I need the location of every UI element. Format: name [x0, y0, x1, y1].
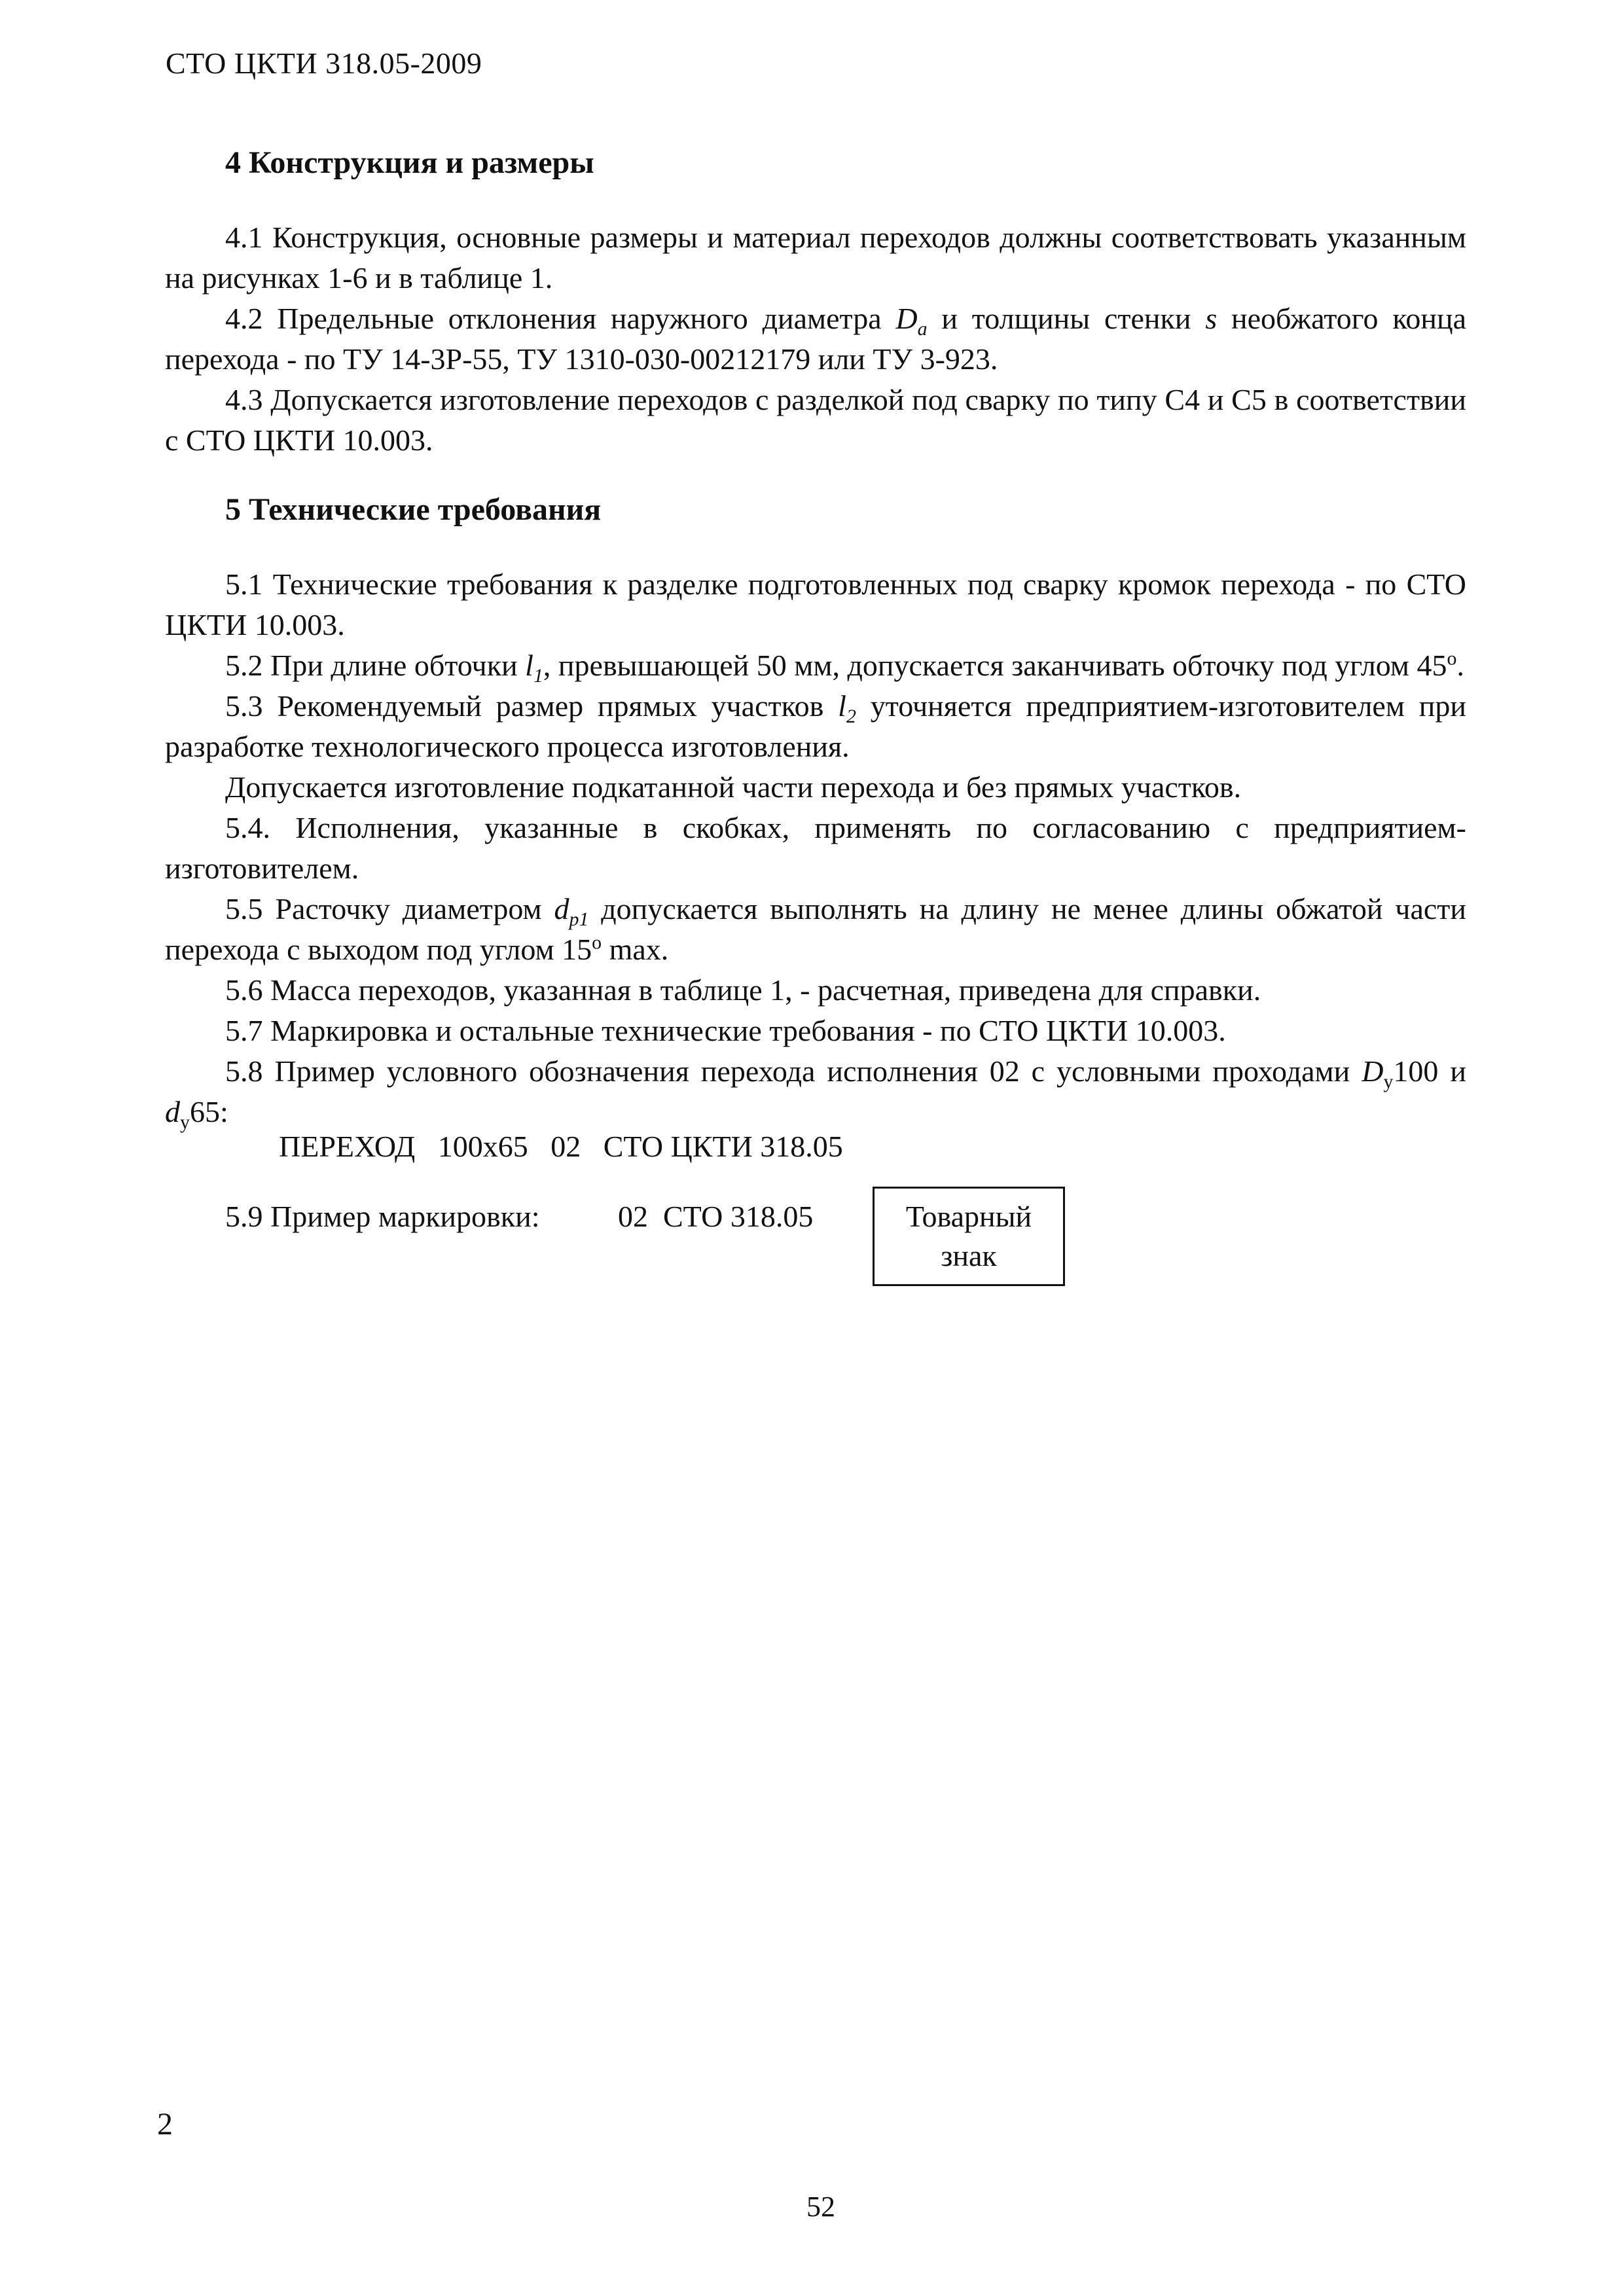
marking-example-label: 5.9 Пример маркировки:: [225, 1200, 540, 1233]
text-run: допускается выполнять на длину не менее длины обжатой части перехода с выходом под углом 15: [165, 892, 1466, 966]
paragraph-5-8: [165, 1051, 1466, 1132]
text-run: 5.3 Рекомендуемый размер прямых участков: [225, 689, 839, 723]
text-run: 100 и: [1393, 1054, 1466, 1088]
designation-example: ПЕРЕХОД 100х65 02 СТО ЦКТИ 318.05: [279, 1130, 843, 1163]
paragraph-5-4: 5.4. Исполнения, указанные в скобках, применять по согласованию с предприятием-изготовителем.: [165, 811, 1466, 885]
degree-sign: о: [1447, 647, 1457, 670]
paragraph-5-2: [165, 645, 1466, 686]
trademark-line-1: Товарный: [905, 1200, 1032, 1233]
text-run: и толщины стенки: [927, 302, 1206, 335]
text-run: 65:: [189, 1095, 228, 1128]
paragraph-5-1: 5.1 Технические требования к разделке подготовленных под сварку кромок перехода - по СТО ЦКТИ 10.003.: [165, 567, 1466, 641]
var-l: l: [838, 689, 846, 723]
subscript-y: у: [1383, 1071, 1394, 1093]
text-run: необжатого конца перехода - по ТУ 14-3Р-55, ТУ 1310-030-00212179 или ТУ 3-923.: [165, 302, 1466, 376]
section-4-title: 4 Конструкция и размеры: [225, 145, 594, 180]
var-s: s: [1205, 302, 1218, 335]
text-run: max.: [602, 933, 669, 966]
paragraph-5-6: 5.6 Масса переходов, указанная в таблице 1, - расчетная, приведена для справки.: [225, 973, 1261, 1007]
paragraph-4-2: [165, 298, 1466, 380]
text-run: 5.5 Расточку диаметром: [225, 892, 554, 925]
paragraph-5-3-extra: Допускается изготовление подкатанной части перехода и без прямых участков.: [225, 770, 1242, 804]
subscript-p1: p1: [569, 908, 589, 931]
subscript-y: у: [180, 1111, 190, 1134]
trademark-box: [873, 1187, 1065, 1286]
text-run: уточняется предприятием-изготовителем при разработке технологического процесса изготовления.: [165, 689, 1466, 763]
var-d-outer: D: [895, 302, 918, 335]
degree-sign: о: [592, 931, 602, 954]
var-d-nominal-small: d: [165, 1095, 180, 1128]
var-d: d: [554, 892, 569, 925]
var-l: l: [525, 649, 533, 682]
text-run: , превышающей 50 мм, допускается заканчивать обточку под углом 45: [543, 649, 1447, 682]
text-run: 5.2 При длине обточки: [225, 649, 526, 682]
text-run: 4.2 Предельные отклонения наружного диаметра: [225, 302, 896, 335]
subscript-1: 1: [533, 665, 543, 687]
marking-example-code: 02 СТО 318.05: [618, 1200, 814, 1233]
sheet-number: 2: [157, 2107, 173, 2142]
text-run: 5.8 Пример условного обозначения перехода исполнения 02 с условными проходами: [225, 1054, 1362, 1088]
paragraph-4-1: 4.1 Конструкция, основные размеры и материал переходов должны соответствовать указанным на рисунках 1-6 и в таблице 1.: [165, 221, 1466, 295]
paragraph-5-5: [165, 889, 1466, 970]
page-number: 52: [806, 2191, 835, 2223]
paragraph-4-3: 4.3 Допускается изготовление переходов с разделкой под сварку по типу С4 и С5 в соответствии с СТО ЦКТИ 10.003.: [165, 383, 1466, 457]
trademark-line-2: знак: [941, 1239, 997, 1272]
subscript-2: 2: [846, 706, 856, 728]
subscript-a: a: [917, 318, 928, 340]
section-5: [165, 490, 1466, 1132]
paragraph-5-3: [165, 686, 1466, 767]
section-5-title: 5 Технические требования: [225, 492, 602, 527]
paragraph-5-7: 5.7 Маркировка и остальные технические требования - по СТО ЦКТИ 10.003.: [225, 1014, 1226, 1047]
section-4: [165, 143, 1466, 461]
var-d-nominal: D: [1362, 1054, 1384, 1088]
document-code-header: СТО ЦКТИ 318.05-2009: [166, 46, 482, 80]
text-run: .: [1456, 649, 1464, 682]
